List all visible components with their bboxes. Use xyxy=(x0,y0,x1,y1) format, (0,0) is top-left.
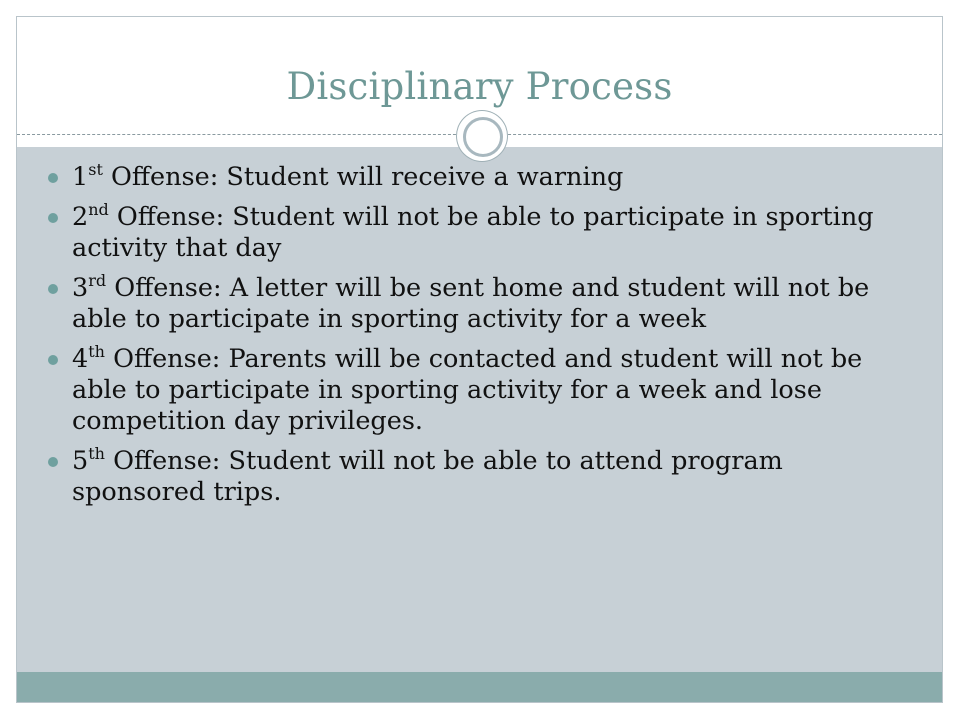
slide xyxy=(16,16,943,703)
offense-number: 1 xyxy=(72,162,89,192)
bullet-item xyxy=(17,443,942,508)
offense-number: 4 xyxy=(72,344,89,374)
offense-ordinal-suffix: th xyxy=(88,341,105,361)
bullet-item xyxy=(17,270,942,335)
offense-text: Offense: Student will not be able to participate in sporting activity that day xyxy=(72,202,874,263)
offense-ordinal-suffix: st xyxy=(88,159,103,179)
bullet-list xyxy=(17,159,942,517)
bullet-item xyxy=(17,341,942,437)
offense-text: Offense: Student will not be able to attend program sponsored trips. xyxy=(72,446,783,507)
offense-text: Offense: Parents will be contacted and student will not be able to participate in sporting activity for a week and lose competition day privileges. xyxy=(72,344,863,436)
bullet-dot-icon xyxy=(48,173,58,183)
offense-text: Offense: Student will receive a warning xyxy=(102,162,624,192)
bullet-dot-icon xyxy=(48,355,58,365)
offense-number: 3 xyxy=(72,273,89,303)
offense-number: 5 xyxy=(72,446,89,476)
bullet-dot-icon xyxy=(48,213,58,223)
offense-ordinal-suffix: th xyxy=(88,443,105,463)
bullet-dot-icon xyxy=(48,284,58,294)
bullet-item xyxy=(17,199,942,264)
circle-ornament-ring xyxy=(463,117,503,157)
bottom-band xyxy=(17,672,942,703)
offense-text: Offense: A letter will be sent home and student will not be able to participate in sporting activity for a week xyxy=(72,273,870,334)
offense-ordinal-suffix: nd xyxy=(88,199,109,219)
offense-ordinal-suffix: rd xyxy=(88,270,107,290)
circle-ornament-icon xyxy=(457,111,507,161)
offense-number: 2 xyxy=(72,202,89,232)
slide-title: Disciplinary Process xyxy=(286,65,673,108)
bullet-dot-icon xyxy=(48,457,58,467)
bullet-item xyxy=(17,159,942,193)
